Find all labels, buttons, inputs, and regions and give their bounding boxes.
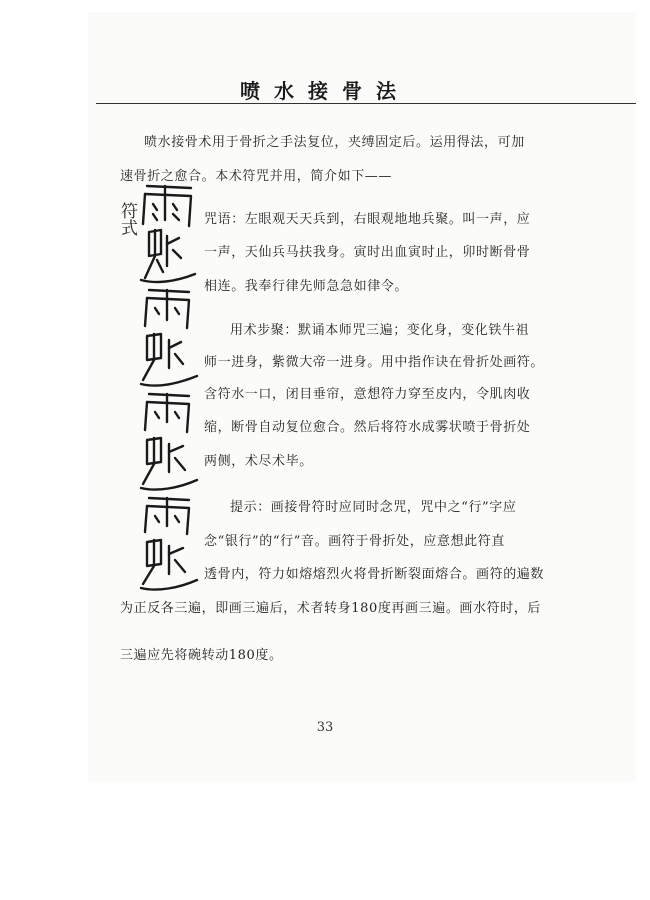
body-line: 用术步聚：默诵本师咒三遍；变化身，变化铁牛祖 bbox=[230, 323, 530, 338]
talisman-label: 符式 bbox=[117, 202, 137, 236]
talisman-glyph-rain bbox=[143, 186, 191, 226]
body-line: 提示：画接骨符时应同时念咒，咒中之“行”字应 bbox=[230, 500, 517, 515]
body-line: 为正反各三遍，即画三遍后，术者转身180度再画三遍。画水符时，后 bbox=[120, 601, 542, 616]
body-line: 一声，天仙兵马扶我身。寅时出血寅时止，卯时断骨骨 bbox=[204, 245, 531, 260]
body-line: 念“银行”的“行”音。画符于骨折处，应意想此符直 bbox=[204, 534, 505, 549]
talisman-glyph-kui bbox=[141, 334, 197, 386]
page-title: 喷水接骨法 bbox=[240, 79, 410, 103]
body-line: 喷水接骨术用于骨折之手法复位，夹缚固定后。运用得法，可加 bbox=[144, 135, 525, 150]
body-line: 缩，断骨自动复位愈合。然后将符水成雾状喷于骨折处 bbox=[204, 420, 531, 435]
title-divider bbox=[96, 103, 636, 104]
talisman-glyph-rain bbox=[145, 498, 189, 534]
body-line: 两侧，术尽术毕。 bbox=[204, 454, 313, 469]
page-number: 33 bbox=[316, 720, 334, 735]
body-line: 透骨内，符力如熔熔烈火将骨折断裂面熔合。画符的遍数 bbox=[204, 567, 545, 582]
body-line: 三遍应先将碗转动180度。 bbox=[120, 648, 283, 663]
body-line: 咒语：左眼观天天兵到，右眼观地地兵聚。叫一声，应 bbox=[204, 212, 531, 227]
talisman-glyph-kui bbox=[141, 540, 197, 590]
body-line: 速骨折之愈合。本术符咒并用，简介如下—— bbox=[120, 169, 393, 184]
talisman-diagram bbox=[135, 180, 201, 595]
talisman-glyph-rain bbox=[145, 394, 189, 432]
body-line: 相连。我奉行律先师急急如律令。 bbox=[204, 279, 409, 294]
body-line: 含符水一口，闭目垂帘，意想符力穿至皮内，令肌肉收 bbox=[204, 387, 531, 402]
talisman-glyph-kui bbox=[141, 230, 195, 282]
body-line: 师一进身，紫微大帝一进身。用中指作诀在骨折处画符。 bbox=[204, 355, 545, 370]
talisman-glyph-rain bbox=[145, 290, 189, 328]
talisman-glyph-kui bbox=[141, 438, 197, 490]
